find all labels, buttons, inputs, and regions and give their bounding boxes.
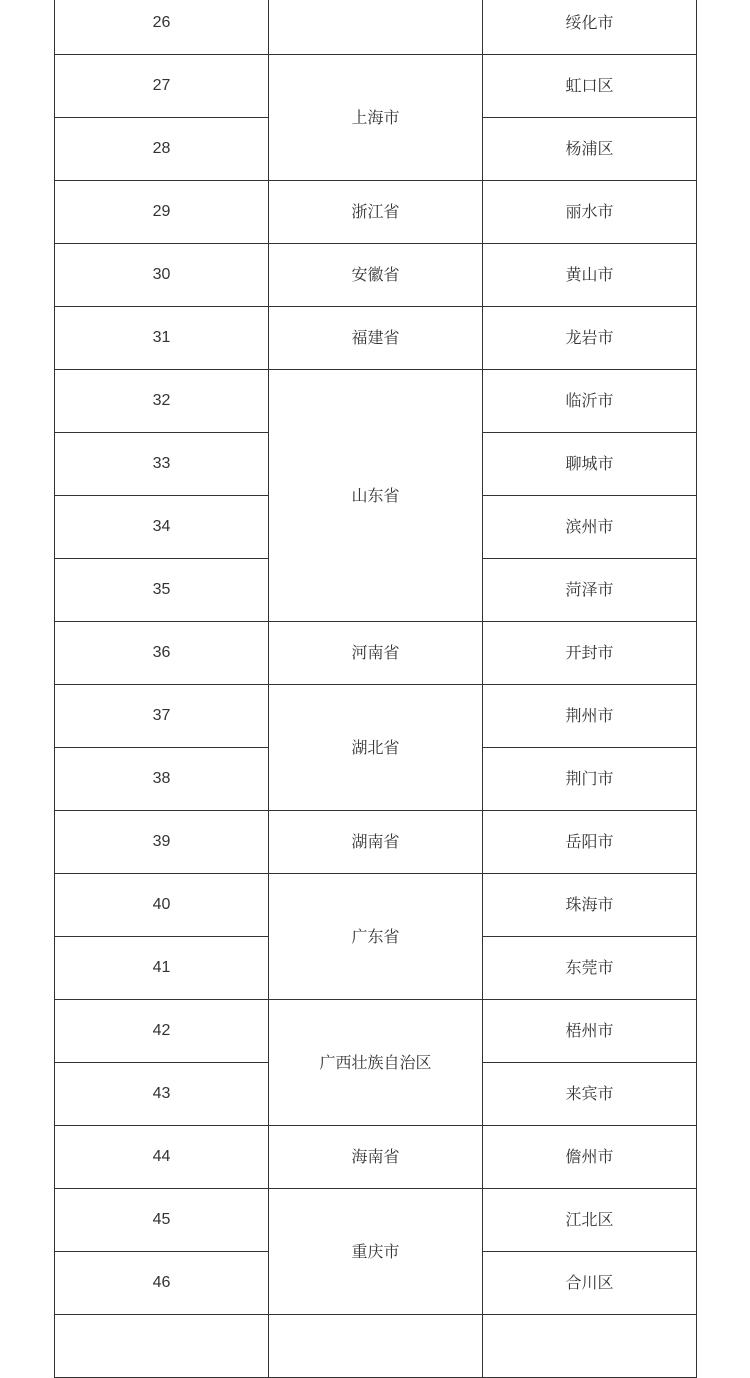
city-cell: 来宾市	[483, 1063, 697, 1126]
row-number-cell: 41	[55, 937, 269, 1000]
province-cell: 上海市	[269, 55, 483, 181]
row-number-cell: 33	[55, 433, 269, 496]
city-cell: 开封市	[483, 622, 697, 685]
row-number-cell: 32	[55, 370, 269, 433]
province-cell: 福建省	[269, 307, 483, 370]
row-number-cell: 45	[55, 1189, 269, 1252]
city-cell: 绥化市	[483, 0, 697, 55]
province-cell: 重庆市	[269, 1189, 483, 1315]
table-row	[55, 0, 697, 55]
row-number-cell: 36	[55, 622, 269, 685]
table-row	[55, 1000, 697, 1063]
city-cell: 东莞市	[483, 937, 697, 1000]
province-cell: 浙江省	[269, 181, 483, 244]
city-cell: 合川区	[483, 1252, 697, 1315]
row-number-cell: 46	[55, 1252, 269, 1315]
row-number-cell: 27	[55, 55, 269, 118]
province-cell: 河南省	[269, 622, 483, 685]
city-list-table	[54, 0, 697, 1378]
city-cell: 珠海市	[483, 874, 697, 937]
table-row	[55, 811, 697, 874]
city-cell: 杨浦区	[483, 118, 697, 181]
city-cell: 聊城市	[483, 433, 697, 496]
province-cell: 安徽省	[269, 244, 483, 307]
table-row	[55, 685, 697, 748]
row-number-cell: 37	[55, 685, 269, 748]
province-cell: 广东省	[269, 874, 483, 1000]
table-row	[55, 55, 697, 118]
city-cell: 丽水市	[483, 181, 697, 244]
city-cell: 龙岩市	[483, 307, 697, 370]
city-cell: 儋州市	[483, 1126, 697, 1189]
table-row	[55, 622, 697, 685]
table-row	[55, 307, 697, 370]
city-cell: 黄山市	[483, 244, 697, 307]
province-cell	[269, 0, 483, 55]
city-cell: 滨州市	[483, 496, 697, 559]
city-cell: 江北区	[483, 1189, 697, 1252]
table-row	[55, 1126, 697, 1189]
province-cell: 湖南省	[269, 811, 483, 874]
table-row	[55, 181, 697, 244]
city-cell: 岳阳市	[483, 811, 697, 874]
city-cell: 虹口区	[483, 55, 697, 118]
city-list-table-container	[54, 0, 696, 1378]
table-row	[55, 874, 697, 937]
row-number-cell: 26	[55, 0, 269, 55]
city-cell: 荆门市	[483, 748, 697, 811]
row-number-cell: 42	[55, 1000, 269, 1063]
row-number-cell: 35	[55, 559, 269, 622]
row-number-cell: 40	[55, 874, 269, 937]
table-row	[55, 1189, 697, 1252]
row-number-cell: 44	[55, 1126, 269, 1189]
city-cell: 菏泽市	[483, 559, 697, 622]
city-list-table-body	[55, 0, 697, 1378]
city-cell: 荆州市	[483, 685, 697, 748]
province-cell: 湖北省	[269, 685, 483, 811]
row-number-cell: 38	[55, 748, 269, 811]
province-cell: 海南省	[269, 1126, 483, 1189]
city-cell: 梧州市	[483, 1000, 697, 1063]
row-number-cell: 43	[55, 1063, 269, 1126]
province-cell	[269, 1315, 483, 1378]
province-cell: 山东省	[269, 370, 483, 622]
row-number-cell: 31	[55, 307, 269, 370]
row-number-cell: 34	[55, 496, 269, 559]
table-row	[55, 1315, 697, 1378]
city-cell	[483, 1315, 697, 1378]
row-number-cell: 28	[55, 118, 269, 181]
row-number-cell: 29	[55, 181, 269, 244]
table-row	[55, 244, 697, 307]
city-cell: 临沂市	[483, 370, 697, 433]
row-number-cell	[55, 1315, 269, 1378]
row-number-cell: 30	[55, 244, 269, 307]
table-row	[55, 370, 697, 433]
row-number-cell: 39	[55, 811, 269, 874]
province-cell: 广西壮族自治区	[269, 1000, 483, 1126]
